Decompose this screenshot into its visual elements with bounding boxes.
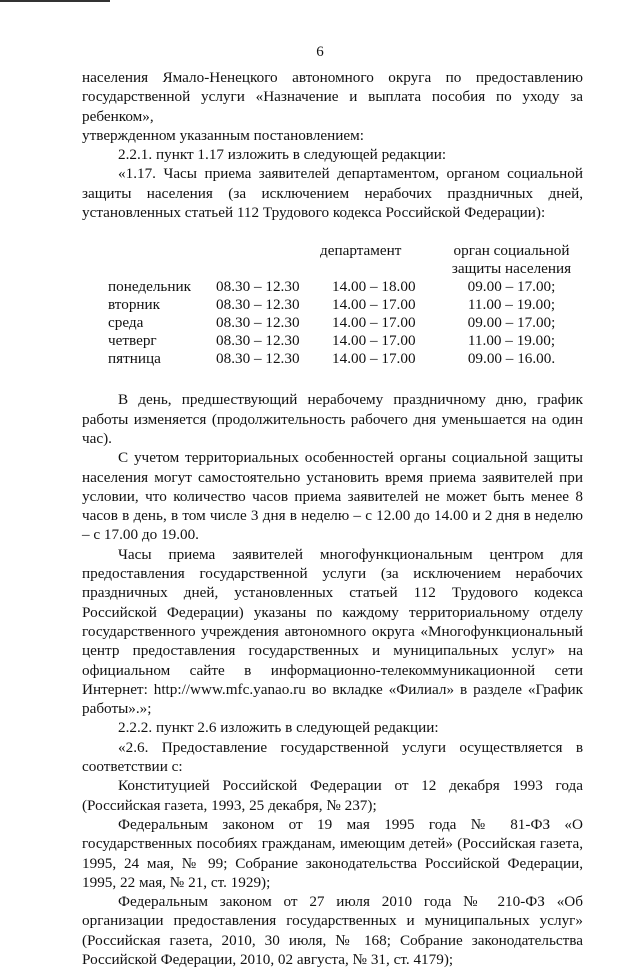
day-cell: понедельник	[108, 278, 191, 296]
dept-afternoon-cell: 14.00 – 17.00	[332, 350, 416, 368]
para-mfc-hours: Часы приема заявителей многофункциональным центром для предоставления государственной услуги (за исключением нерабочих праздничных дней, установленных статьей 112 Трудового кодекса Российской Федерации) указаны по каждому территориальному отделу государственного учреждения автономного округа «Многофункциональный центр предоставления государственных и муниципальных услуг» на официальном сайте в информационно-телекоммуникационной сети Интернет: http://www.mfc.yanao.ru во вкладке «Филиал» в разделе «График работы».»;	[82, 545, 583, 718]
para-territorial-features: С учетом территориальных особенностей органы социальной защиты населения могут самостоятельно установить время приема заявителей при условии, что количество часов приема заявителей не может быть менее 8 часов в день, в том числе 3 дня в неделю – с 12.00 до 14.00 и 2 дня в неделю – с 17.00 до 19.00.	[82, 449, 583, 544]
item-2-2-2: 2.2.2. пункт 2.6 изложить в следующей редакции:	[118, 719, 439, 737]
item-2-2-1: 2.2.1. пункт 1.17 изложить в следующей редакции:	[118, 146, 447, 164]
item-1-17: «1.17. Часы приема заявителей департаментом, органом социальной защиты населения (за исключением нерабочих праздничных дней, установленных статьей 112 Трудового кодекса Российской Федерации):	[82, 165, 583, 222]
day-cell: вторник	[108, 296, 161, 314]
page-number: 6	[316, 44, 324, 60]
org-hours-cell: 09.00 – 17.00;	[467, 314, 556, 332]
day-cell: пятница	[108, 350, 161, 368]
law-constitution: Конституцией Российской Федерации от 12 декабря 1993 года (Российская газета, 1993, 25 декабря, № 237);	[82, 777, 583, 814]
day-cell: четверг	[108, 332, 157, 350]
dept-morning-cell: 08.30 – 12.30	[216, 332, 300, 350]
org-hours-cell: 09.00 – 16.00.	[467, 350, 556, 368]
hours-header-row	[82, 242, 583, 278]
org-hours-cell: 11.00 – 19.00;	[467, 332, 556, 350]
scan-edge-mark	[0, 0, 110, 2]
reception-hours-table	[82, 242, 583, 368]
dept-afternoon-cell: 14.00 – 17.00	[332, 314, 416, 332]
hours-row	[82, 278, 583, 296]
law-210-fz: Федеральным законом от 27 июля 2010 года № 210-ФЗ «Об организации предоставления государственных и муниципальных услуг» (Российская газета, 2010, 30 июля, № 168; Собрание законодательства Российской Федерации, 2010, 02 августа, № 31, ст. 4179);	[82, 893, 583, 968]
dept-morning-cell: 08.30 – 12.30	[216, 314, 300, 332]
intro-line-1: населения Ямало-Ненецкого автономного округа по предоставлению	[82, 69, 583, 86]
dept-morning-cell: 08.30 – 12.30	[216, 350, 300, 368]
header-org-line-1: орган социальной	[453, 242, 570, 260]
dept-afternoon-cell: 14.00 – 17.00	[332, 332, 416, 350]
dept-morning-cell: 08.30 – 12.30	[216, 278, 300, 296]
org-hours-cell: 11.00 – 19.00;	[467, 296, 556, 314]
hours-row	[82, 350, 583, 368]
law-81-fz: Федеральным законом от 19 мая 1995 года № 81-ФЗ «О государственных пособиях гражданам, имеющим детей» (Российская газета, 1995, 24 мая, № 99; Собрание законодательства Российской Федерации, 1995, 22 мая, № 21, ст. 1929);	[82, 815, 583, 891]
header-org-line-2: защиты населения	[451, 260, 572, 278]
dept-afternoon-cell: 14.00 – 18.00	[332, 278, 416, 296]
day-cell: среда	[108, 314, 144, 332]
para-preholiday-schedule: В день, предшествующий нерабочему праздничному дню, график работы изменяется (продолжительность рабочего дня уменьшается на один час).	[82, 391, 583, 447]
intro-line-3: утвержденном указанным постановлением:	[82, 126, 364, 144]
hours-row	[82, 332, 583, 350]
intro-line-2: государственной услуги «Назначение и выплата пособия по уходу за ребенком»,	[82, 88, 583, 125]
document-body	[82, 68, 583, 969]
dept-afternoon-cell: 14.00 – 17.00	[332, 296, 416, 314]
hours-row	[82, 314, 583, 332]
hours-row	[82, 296, 583, 314]
header-department: департамент	[320, 242, 402, 260]
org-hours-cell: 09.00 – 17.00;	[467, 278, 556, 296]
item-2-6: «2.6. Предоставление государственной услуги осуществляется в соответствии с:	[82, 738, 583, 776]
header-social-protection	[440, 242, 583, 278]
dept-morning-cell: 08.30 – 12.30	[216, 296, 300, 314]
